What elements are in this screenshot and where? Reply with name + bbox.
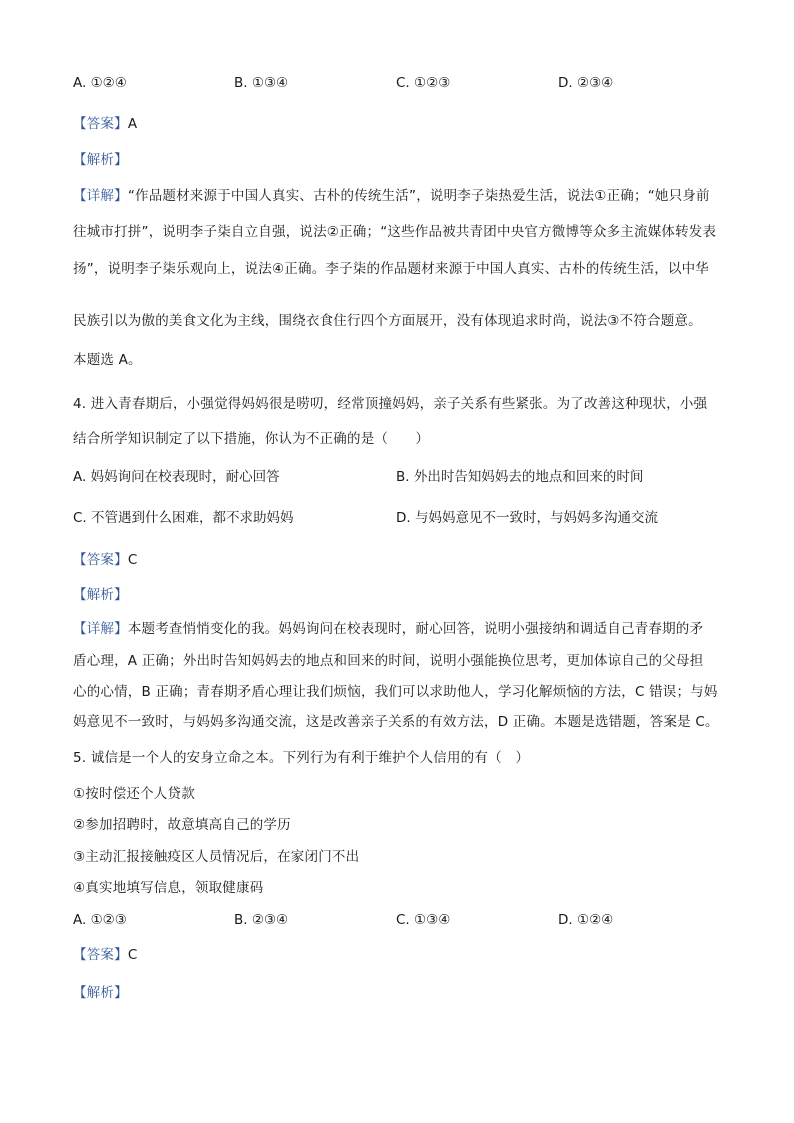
q3-detail-line-4: 民族引以为傲的美食文化为主线，围绕衣食住行四个方面展开，没有体现追求时尚，说法③不符合题意。 xyxy=(73,313,702,329)
q5-option-a: A. ①②③ xyxy=(73,912,127,928)
q3-detail-line-5: 本题选 A。 xyxy=(73,352,142,368)
q5-item-4: ④真实地填写信息，领取健康码 xyxy=(73,880,264,896)
q4-stem-line-2: 结合所学知识制定了以下措施，你认为不正确的是（ ） xyxy=(73,431,430,447)
q4-analysis-heading xyxy=(73,585,128,605)
q4-answer xyxy=(73,550,137,570)
q3-option-d: D. ②③④ xyxy=(558,75,614,91)
q3-answer xyxy=(73,114,137,134)
q3-option-b: B. ①③④ xyxy=(234,75,289,91)
q5-option-b: B. ②③④ xyxy=(234,912,289,928)
detail-text: “作品题材来源于中国人真实、古朴的传统生活”，说明李子柒热爱生活，说法①正确；“她只身前 xyxy=(127,188,710,204)
detail-text: 本题考查悄悄变化的我。妈妈询问在校表现时，耐心回答，说明小强接纳和调适自己青春期的矛 xyxy=(127,621,704,637)
q3-analysis-heading xyxy=(73,150,128,170)
q3-option-c: C. ①②③ xyxy=(396,75,451,91)
answer-value: C xyxy=(127,947,138,963)
q4-detail-line-1 xyxy=(73,619,703,639)
detail-tag: 【详解】 xyxy=(73,621,128,637)
analysis-tag: 【解析】 xyxy=(73,587,128,603)
q5-item-2: ②参加招聘时，故意填高自己的学历 xyxy=(73,817,291,833)
answer-value: C xyxy=(127,552,138,568)
q3-detail-line-3: 扬”，说明李子柒乐观向上，说法④正确。李子柒的作品题材来源于中国人真实、古朴的传统生活，以中华 xyxy=(73,261,709,277)
q5-option-d: D. ①②④ xyxy=(558,912,614,928)
q5-option-c: C. ①③④ xyxy=(396,912,451,928)
q4-option-a: A. 妈妈询问在校表现时，耐心回答 xyxy=(73,469,280,485)
answer-tag: 【答案】 xyxy=(73,947,128,963)
q4-detail-line-2: 盾心理，A 正确；外出时告知妈妈去的地点和回来的时间，说明小强能换位思考，更加体谅自己的父母担 xyxy=(73,653,704,669)
q4-detail-line-4: 妈意见不一致时，与妈妈多沟通交流，这是改善亲子关系的有效方法，D 正确。本题是选错题，答案是 C。 xyxy=(73,714,719,730)
q5-stem: 5. 诚信是一个人的安身立命之本。下列行为有利于维护个人信用的有（ ） xyxy=(73,750,530,766)
q4-option-d: D. 与妈妈意见不一致时，与妈妈多沟通交流 xyxy=(396,510,658,526)
q5-item-1: ①按时偿还个人贷款 xyxy=(73,786,195,802)
analysis-tag: 【解析】 xyxy=(73,985,128,1001)
q4-detail-line-3: 心的心情，B 正确；青春期矛盾心理让我们烦恼，我们可以求助他人，学习化解烦恼的方法，C 错误；与妈 xyxy=(73,684,718,700)
q4-option-b: B. 外出时告知妈妈去的地点和回来的时间 xyxy=(396,469,644,485)
q3-detail-line-1 xyxy=(73,186,710,206)
answer-value: A xyxy=(127,116,138,132)
q3-detail-line-2: 往城市打拼”，说明李子柒自立自强，说法②正确；“这些作品被共青团中央官方微博等众多主流媒体转发表 xyxy=(73,224,717,240)
answer-tag: 【答案】 xyxy=(73,552,128,568)
q5-analysis-heading xyxy=(73,983,128,1003)
q5-item-3: ③主动汇报接触疫区人员情况后，在家闭门不出 xyxy=(73,849,360,865)
analysis-tag: 【解析】 xyxy=(73,152,128,168)
q5-answer xyxy=(73,945,137,965)
q3-option-a: A. ①②④ xyxy=(73,75,127,91)
answer-tag: 【答案】 xyxy=(73,116,128,132)
q4-option-c: C. 不管遇到什么困难，都不求助妈妈 xyxy=(73,510,294,526)
detail-tag: 【详解】 xyxy=(73,188,128,204)
q4-stem-line-1: 4. 进入青春期后，小强觉得妈妈很是唠叨，经常顶撞妈妈，亲子关系有些紧张。为了改善这种现状，小强 xyxy=(73,396,708,412)
